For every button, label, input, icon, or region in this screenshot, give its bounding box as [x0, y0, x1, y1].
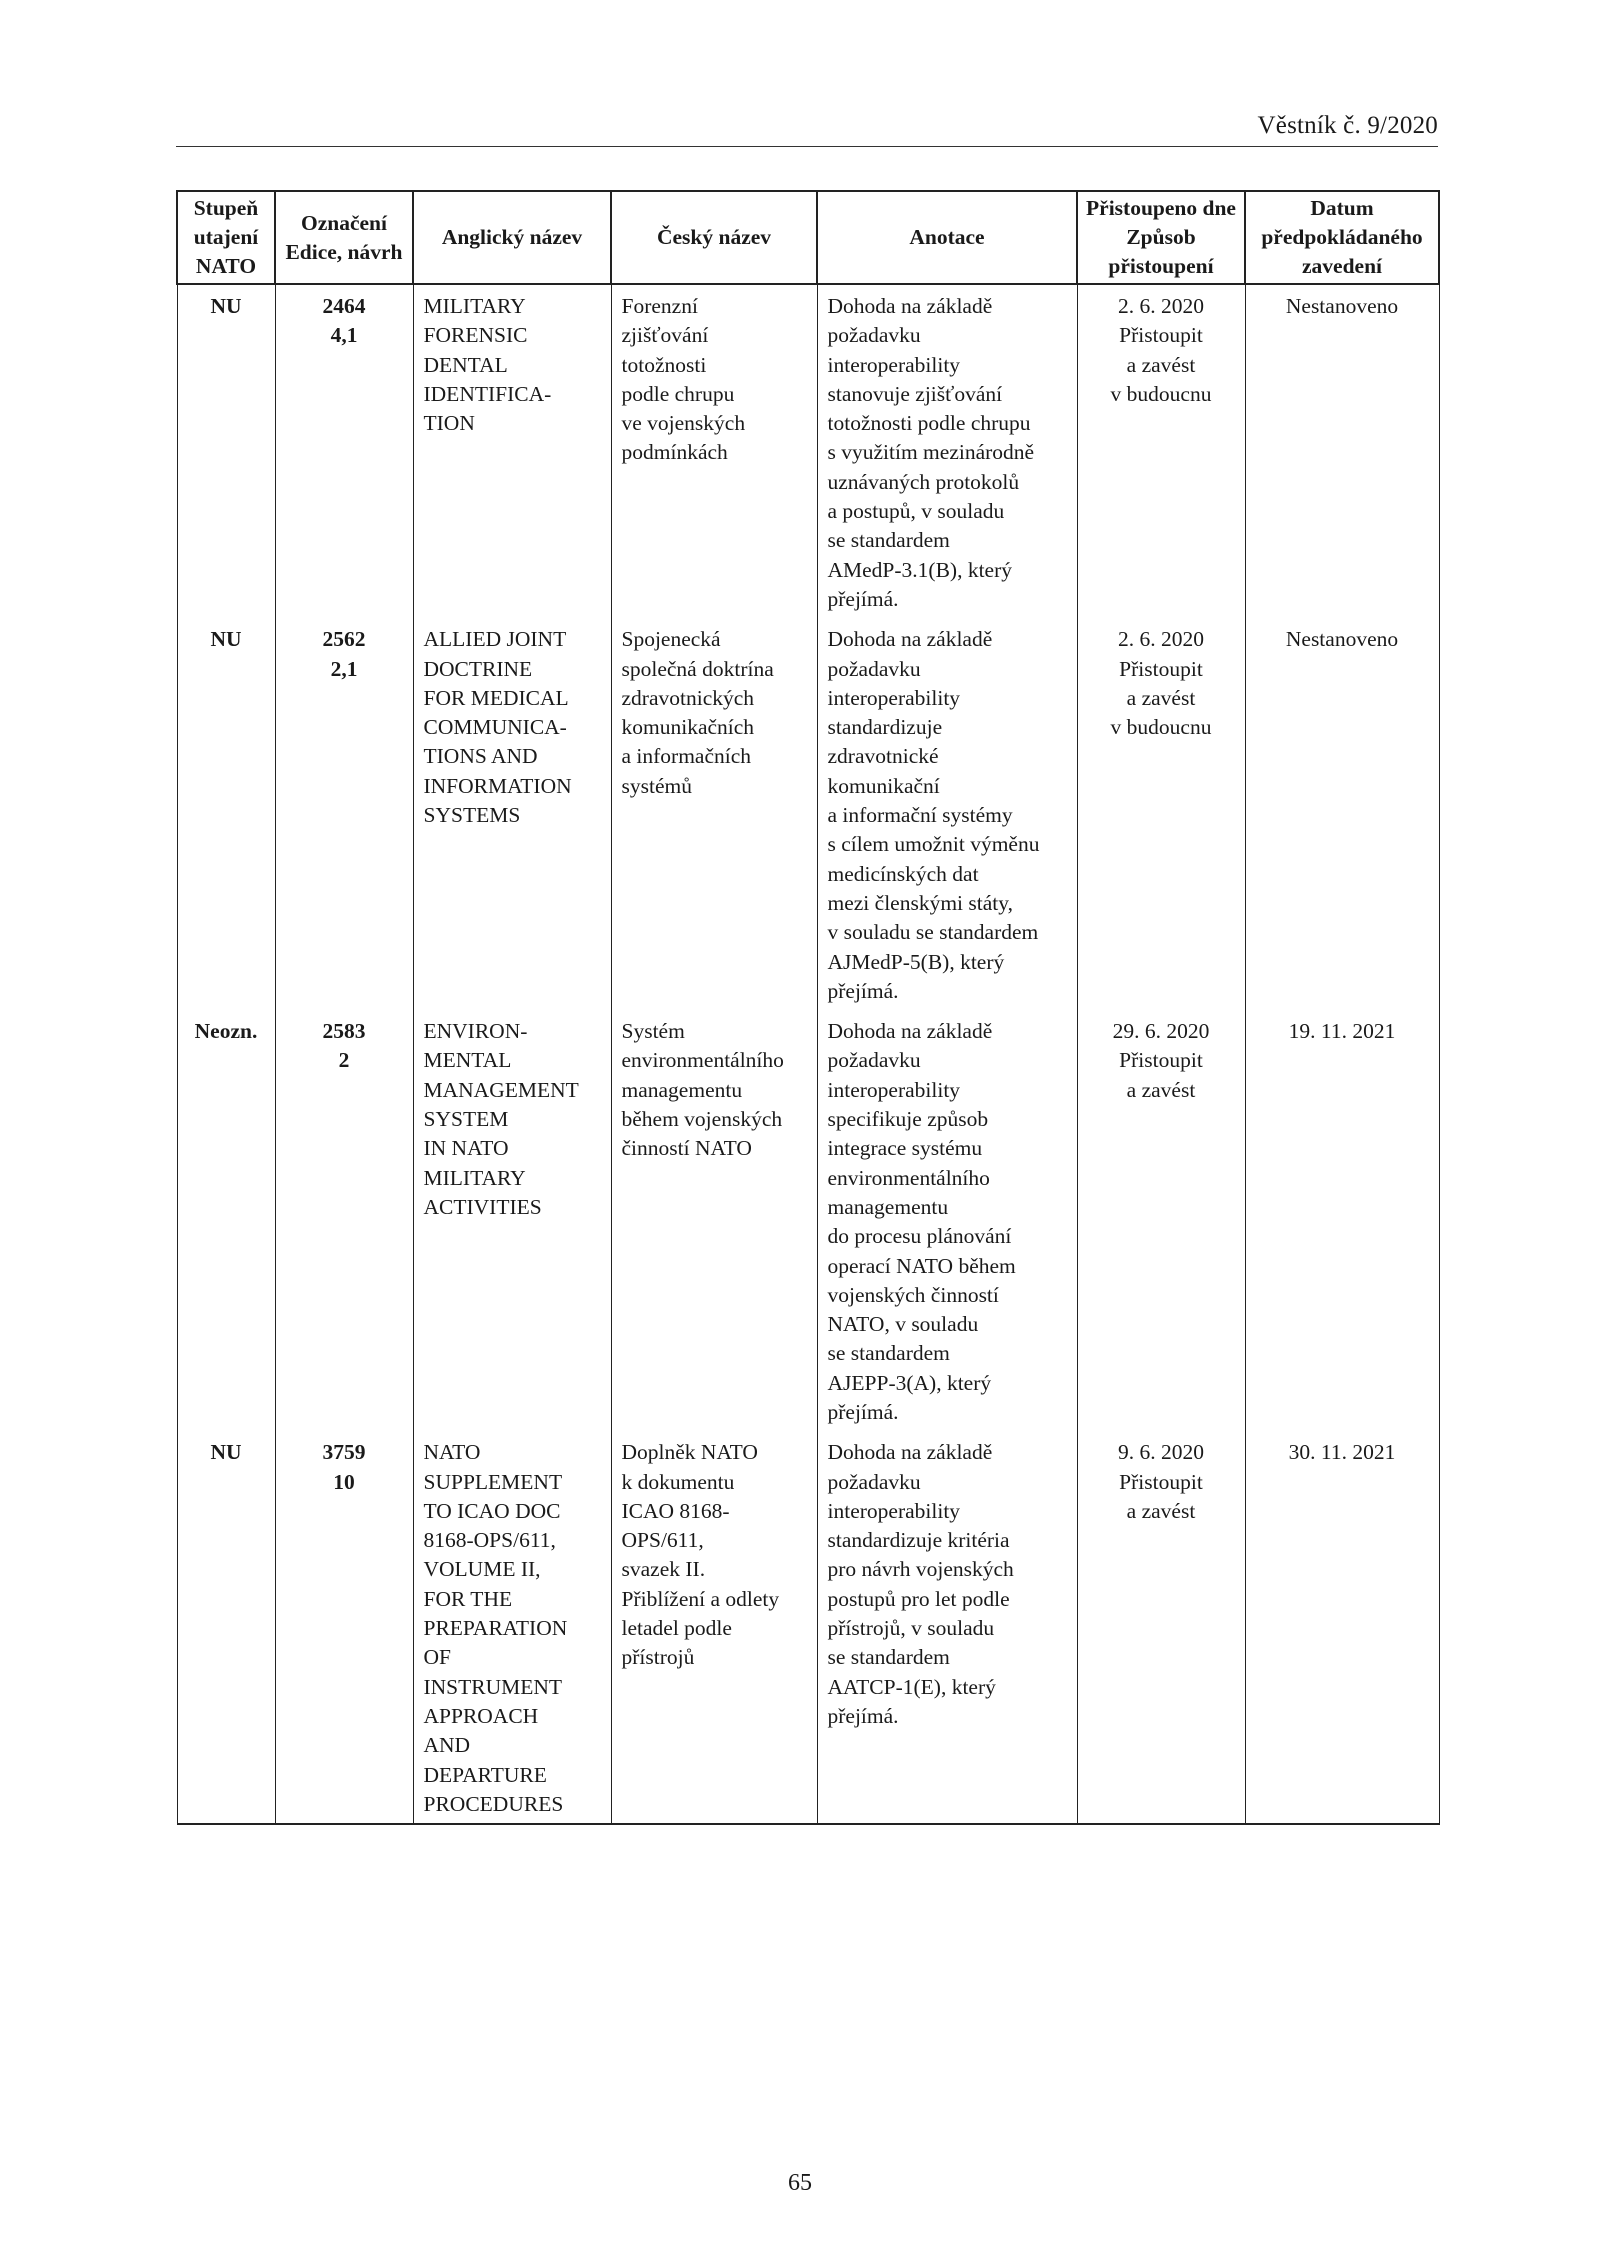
header-rule [176, 146, 1438, 147]
cell-accession: 2. 6. 2020 Přistoupit a zavést v budoucnu [1077, 618, 1245, 1010]
table-row [177, 1431, 1439, 1824]
cell-designation: 3759 10 [275, 1431, 413, 1824]
cell-english-title: ENVIRON- MENTAL MANAGEMENT SYSTEM IN NATO MILITARY ACTIVITIES [413, 1010, 611, 1431]
header-implementation-date: Datum předpokládaného zavedení [1245, 191, 1439, 284]
table-row [177, 284, 1439, 618]
cell-implementation-date: 19. 11. 2021 [1245, 1010, 1439, 1431]
table-header-row [177, 191, 1439, 284]
header-accession: Přistoupeno dne Způsob přistoupení [1077, 191, 1245, 284]
cell-accession: 9. 6. 2020 Přistoupit a zavést [1077, 1431, 1245, 1824]
cell-czech-title: Spojenecká společná doktrína zdravotnických komunikačních a informačních systémů [611, 618, 817, 1010]
standards-table [176, 190, 1440, 1825]
cell-english-title: NATO SUPPLEMENT TO ICAO DOC 8168-OPS/611, VOLUME II, FOR THE PREPARATION OF INSTRUMENT APPROACH AND DEPARTURE PROCEDURES [413, 1431, 611, 1824]
cell-annotation: Dohoda na základě požadavku interoperability specifikuje způsob integrace systému environmentálního managementu do procesu plánování operací NATO během vojenských činností NATO, v souladu se standardem AJEPP-3(A), který přejímá. [817, 1010, 1077, 1431]
cell-english-title: ALLIED JOINT DOCTRINE FOR MEDICAL COMMUNICA- TIONS AND INFORMATION SYSTEMS [413, 618, 611, 1010]
cell-annotation: Dohoda na základě požadavku interoperability standardizuje zdravotnické komunikační a informační systémy s cílem umožnit výměnu medicínských dat mezi členskými státy, v souladu se standardem AJMedP-5(B), který přejímá. [817, 618, 1077, 1010]
cell-implementation-date: 30. 11. 2021 [1245, 1431, 1439, 1824]
page-number: 65 [788, 2170, 812, 2196]
cell-english-title: MILITARY FORENSIC DENTAL IDENTIFICA- TION [413, 284, 611, 618]
table-row [177, 618, 1439, 1010]
cell-czech-title: Doplněk NATO k dokumentu ICAO 8168- OPS/611, svazek II. Přiblížení a odlety letadel podle přístrojů [611, 1431, 817, 1824]
cell-annotation: Dohoda na základě požadavku interoperability stanovuje zjišťování totožnosti podle chrupu s využitím mezinárodně uznávaných protokolů a postupů, v souladu se standardem AMedP-3.1(B), který přejímá. [817, 284, 1077, 618]
header-designation: Označení Edice, návrh [275, 191, 413, 284]
cell-implementation-date: Nestanoveno [1245, 284, 1439, 618]
cell-classification: NU [177, 618, 275, 1010]
cell-accession: 29. 6. 2020 Přistoupit a zavést [1077, 1010, 1245, 1431]
header-classification: Stupeň utajení NATO [177, 191, 275, 284]
cell-accession: 2. 6. 2020 Přistoupit a zavést v budoucnu [1077, 284, 1245, 618]
header-annotation: Anotace [817, 191, 1077, 284]
cell-czech-title: Forenzní zjišťování totožnosti podle chrupu ve vojenských podmínkách [611, 284, 817, 618]
cell-czech-title: Systém environmentálního managementu během vojenských činností NATO [611, 1010, 817, 1431]
running-header: Věstník č. 9/2020 [1257, 112, 1438, 139]
cell-annotation: Dohoda na základě požadavku interoperability standardizuje kritéria pro návrh vojenských postupů pro let podle přístrojů, v souladu se standardem AATCP-1(E), který přejímá. [817, 1431, 1077, 1824]
header-czech-title: Český název [611, 191, 817, 284]
cell-classification: NU [177, 284, 275, 618]
cell-implementation-date: Nestanoveno [1245, 618, 1439, 1010]
cell-designation: 2562 2,1 [275, 618, 413, 1010]
table-row [177, 1010, 1439, 1431]
header-english-title: Anglický název [413, 191, 611, 284]
cell-classification: Neozn. [177, 1010, 275, 1431]
cell-classification: NU [177, 1431, 275, 1824]
cell-designation: 2464 4,1 [275, 284, 413, 618]
cell-designation: 2583 2 [275, 1010, 413, 1431]
